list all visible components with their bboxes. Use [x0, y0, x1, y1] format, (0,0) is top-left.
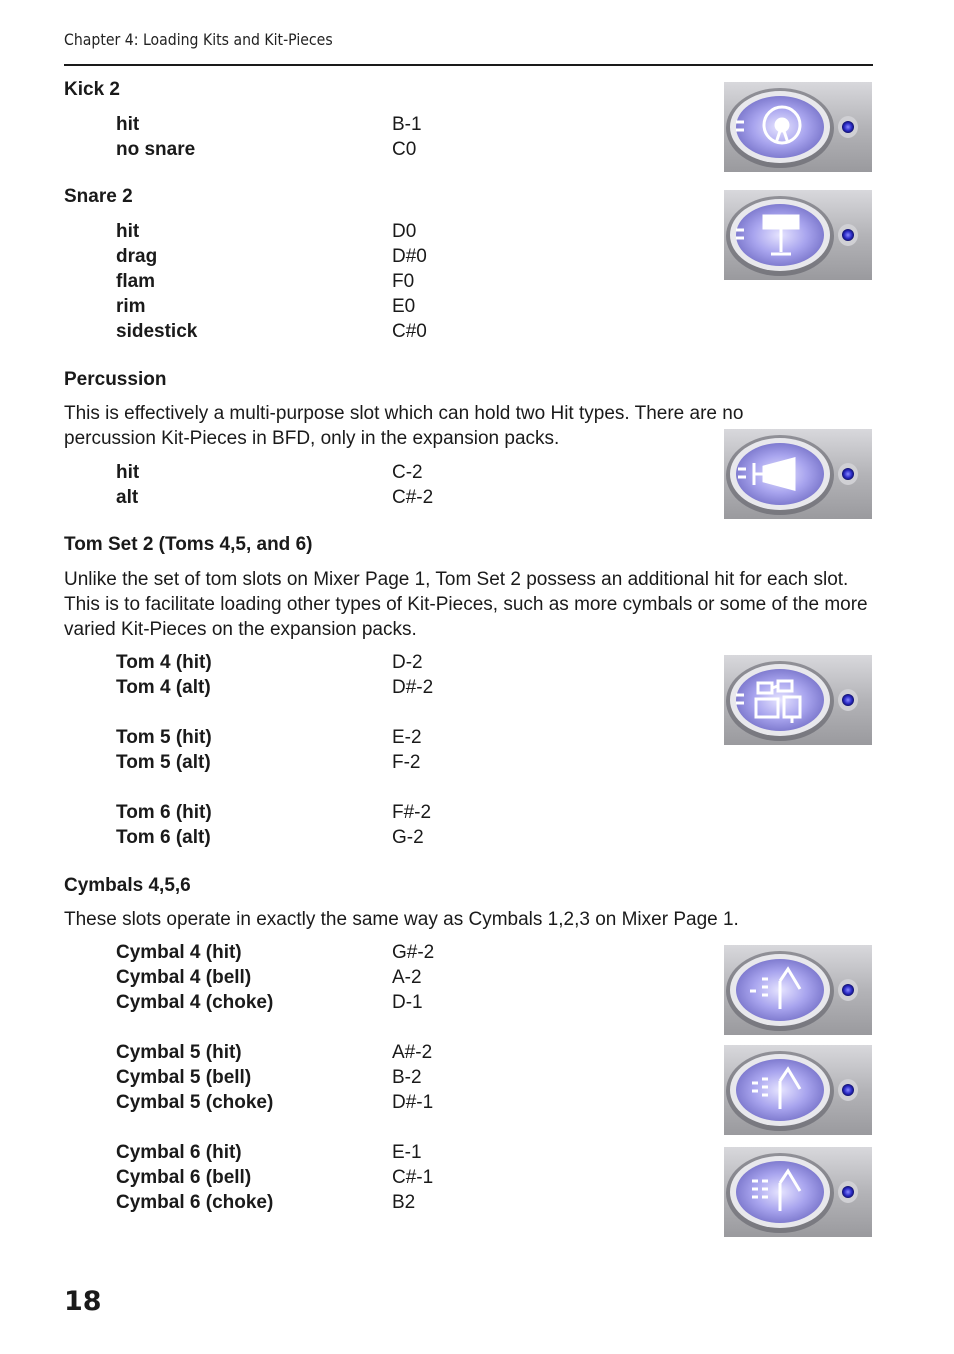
section-title-kick-2: Kick 2	[64, 79, 120, 100]
page-number: 18	[64, 1286, 102, 1317]
percussion-slot-button	[724, 429, 872, 519]
list-item: Cymbal 5 (choke) D#-1	[116, 1092, 434, 1113]
tom-set-slot-button	[724, 655, 872, 745]
list-item: Cymbal 6 (hit) E-1	[116, 1142, 422, 1163]
list-item: flam F0	[116, 271, 415, 292]
list-item: sidestick C#0	[116, 321, 427, 342]
chapter-header: Chapter 4: Loading Kits and Kit-Pieces	[64, 30, 333, 49]
section-text-cymbals-4-5-6: These slots operate in exactly the same way as Cymbals 1,2,3 on Mixer Page 1.	[64, 909, 739, 930]
list-item: Tom 6 (hit) F#-2	[116, 802, 432, 823]
list-item: Tom 4 (hit) D-2	[116, 652, 423, 673]
list-item: Cymbal 6 (bell) C#-1	[116, 1167, 434, 1188]
section-title-snare-2: Snare 2	[64, 186, 133, 207]
section-text-percussion: This is effectively a multi-purpose slot which can hold two Hit types. There are no percussion Kit-Pieces in BFD, only in the expansion packs.	[64, 403, 744, 449]
snare-slot-button	[724, 190, 872, 280]
section-text-tom-set-2: Unlike the set of tom slots on Mixer Page 1, Tom Set 2 possess an additional hit for each slot. This is to facilitate loading other types of Kit-Pieces, such as more cymbals or some of the more varied Kit-Pieces on the expansion packs.	[64, 569, 868, 640]
list-item: Cymbal 5 (bell) B-2	[116, 1067, 422, 1088]
list-item: Cymbal 4 (bell) A-2	[116, 967, 422, 988]
list-item: Tom 4 (alt) D#-2	[116, 677, 434, 698]
list-item: Tom 6 (alt) G-2	[116, 827, 424, 848]
list-item: Cymbal 4 (hit) G#-2	[116, 942, 435, 963]
cymbal-4-slot-button	[724, 945, 872, 1035]
list-item: hit D0	[116, 221, 417, 242]
list-item: hit C-2	[116, 462, 423, 483]
section-title-tom-set-2: Tom Set 2 (Toms 4,5, and 6)	[64, 534, 313, 555]
list-item: drag D#0	[116, 246, 427, 267]
list-item: no snare C0	[116, 139, 417, 160]
section-title-cymbals-4-5-6: Cymbals 4,5,6	[64, 875, 191, 896]
header-rule	[64, 64, 873, 66]
list-item: Tom 5 (alt) F-2	[116, 752, 421, 773]
kick-slot-button	[724, 82, 872, 172]
list-item: hit B-1	[116, 114, 422, 135]
cymbal-5-slot-button	[724, 1045, 872, 1135]
list-item: Cymbal 4 (choke) D-1	[116, 992, 423, 1013]
section-title-percussion: Percussion	[64, 369, 167, 390]
list-item: Cymbal 6 (choke) B2	[116, 1192, 416, 1213]
list-item: alt C#-2	[116, 487, 434, 508]
cymbal-6-slot-button	[724, 1147, 872, 1237]
list-item: Tom 5 (hit) E-2	[116, 727, 422, 748]
list-item: Cymbal 5 (hit) A#-2	[116, 1042, 433, 1063]
list-item: rim E0	[116, 296, 416, 317]
